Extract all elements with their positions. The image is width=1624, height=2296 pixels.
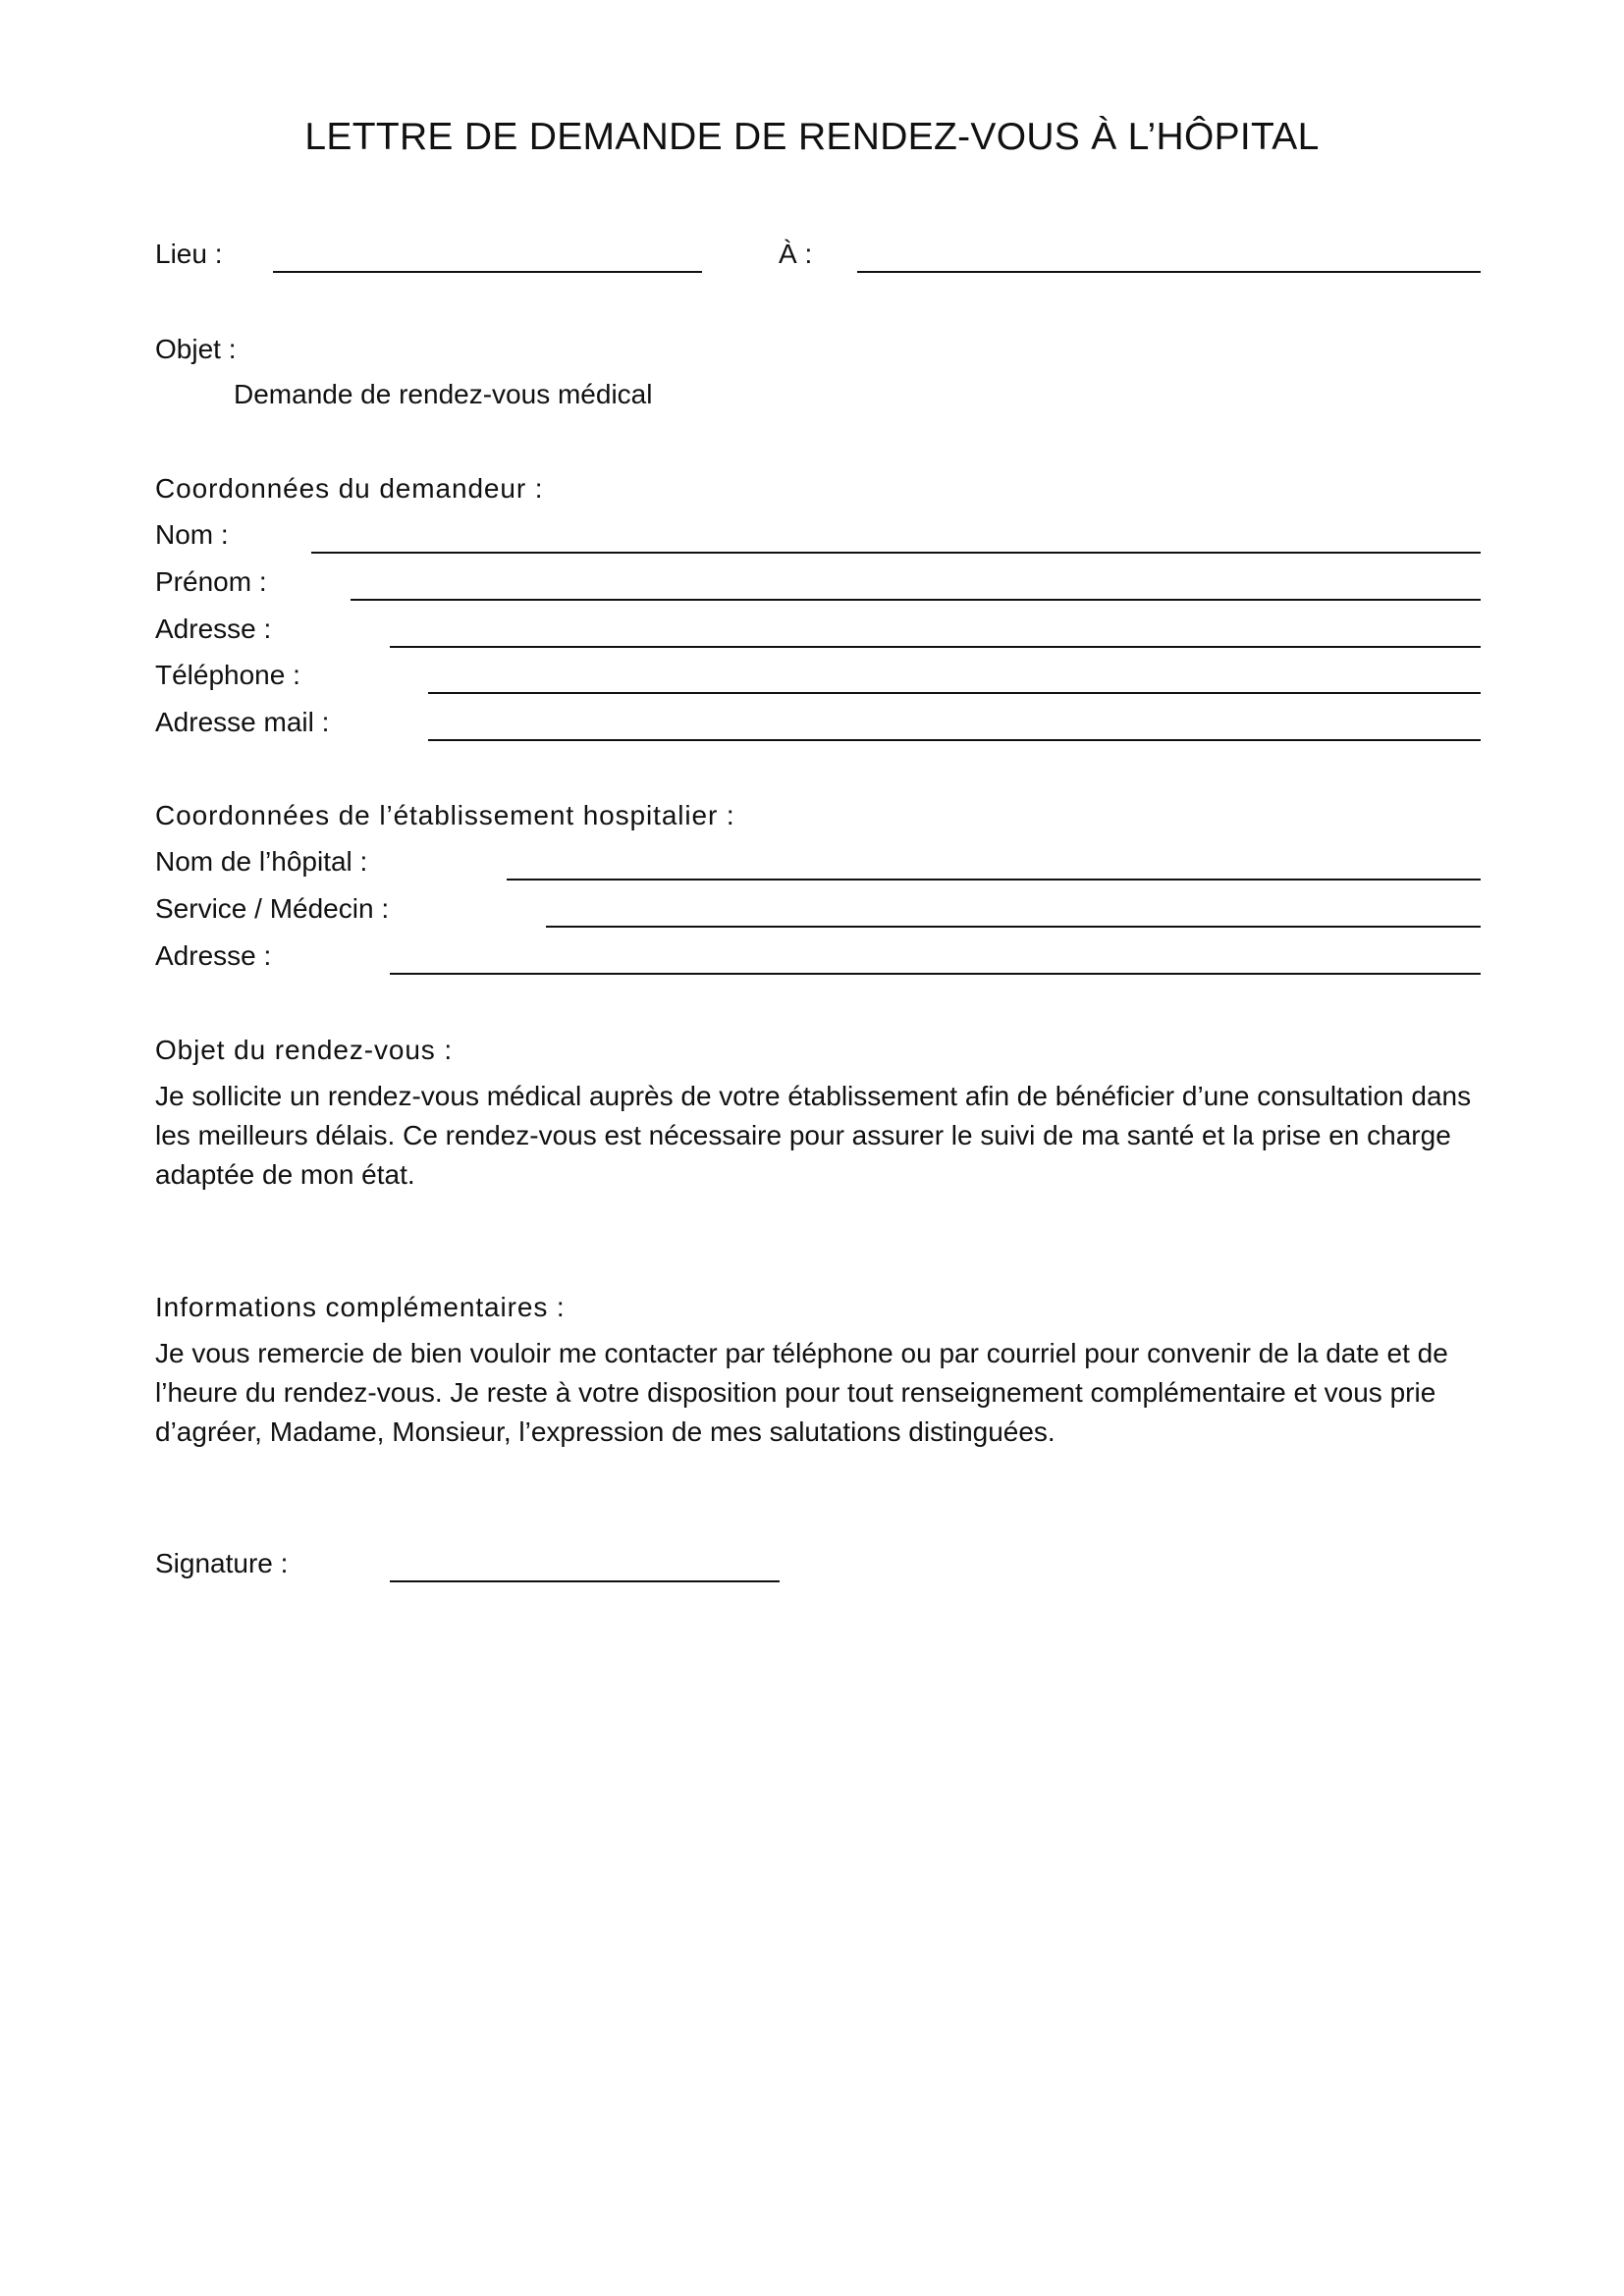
telephone-label: Téléphone : bbox=[155, 660, 300, 690]
telephone-field[interactable] bbox=[428, 692, 1481, 694]
adresse-label: Adresse : bbox=[155, 614, 272, 644]
prenom-label: Prénom : bbox=[155, 566, 267, 597]
prenom-field[interactable] bbox=[351, 599, 1481, 601]
service-medecin-field[interactable] bbox=[546, 926, 1481, 928]
adresse-field[interactable] bbox=[390, 646, 1481, 648]
nom-field[interactable] bbox=[311, 552, 1481, 554]
infos-heading: Informations complémentaires : bbox=[155, 1292, 566, 1322]
a-label: À : bbox=[779, 239, 813, 269]
hopital-adresse-field[interactable] bbox=[390, 973, 1481, 975]
hopital-name-field[interactable] bbox=[507, 879, 1481, 881]
service-medecin-label: Service / Médecin : bbox=[155, 893, 390, 924]
objet-rdv-heading: Objet du rendez-vous : bbox=[155, 1035, 454, 1065]
page-title: LETTRE DE DEMANDE DE RENDEZ-VOUS À L’HÔPITAL bbox=[304, 116, 1320, 158]
demandeur-heading: Coordonnées du demandeur : bbox=[155, 473, 544, 504]
email-label: Adresse mail : bbox=[155, 707, 330, 737]
etablissement-heading: Coordonnées de l’établissement hospitalier : bbox=[155, 800, 735, 830]
lieu-label: Lieu : bbox=[155, 239, 223, 269]
lieu-field[interactable] bbox=[273, 271, 702, 273]
signature-label: Signature : bbox=[155, 1548, 289, 1578]
signature-field[interactable] bbox=[390, 1580, 780, 1582]
objet-value: Demande de rendez-vous médical bbox=[234, 379, 653, 409]
infos-text: Je vous remercie de bien vouloir me contacter par téléphone ou par courriel pour convenir de la date et de l’heure du rendez-vous. Je reste à votre disposition pour tout renseignement complémentaire et vous prie d’agréer, Madame, Monsieur, l’expression de mes salutations distinguées. bbox=[155, 1338, 1448, 1447]
a-field[interactable] bbox=[857, 271, 1481, 273]
objet-rdv-text: Je sollicite un rendez-vous médical auprès de votre établissement afin de bénéficier d’une consultation dans les meilleurs délais. Ce rendez-vous est nécessaire pour assurer le suivi de ma santé et la prise en charge adaptée de mon état. bbox=[155, 1081, 1472, 1190]
email-field[interactable] bbox=[428, 739, 1481, 741]
objet-label: Objet : bbox=[155, 334, 237, 364]
nom-label: Nom : bbox=[155, 519, 229, 550]
hopital-adresse-label: Adresse : bbox=[155, 940, 272, 971]
hopital-name-label: Nom de l’hôpital : bbox=[155, 846, 368, 877]
